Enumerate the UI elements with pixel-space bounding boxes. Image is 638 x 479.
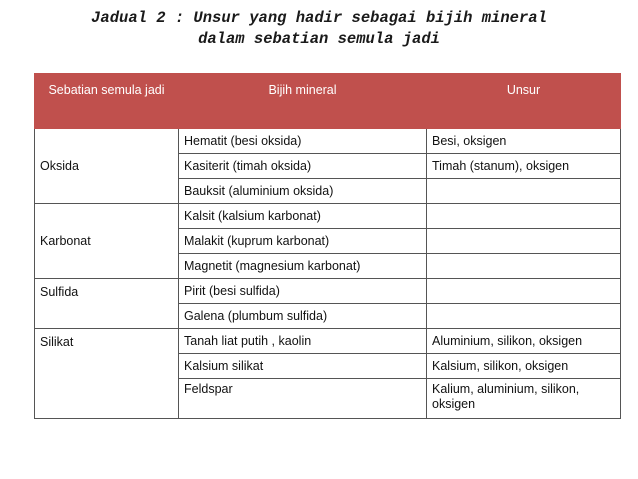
mineral-cell: Bauksit (aluminium oksida) xyxy=(179,179,427,204)
header-bijih-mineral: Bijih mineral xyxy=(179,74,427,129)
table-row xyxy=(35,329,621,354)
mineral-cell: Tanah liat putih , kaolin xyxy=(179,329,427,354)
unsur-cell xyxy=(427,179,621,204)
mineral-cell: Magnetit (magnesium karbonat) xyxy=(179,254,427,279)
group-cell-silikat: Silikat xyxy=(35,329,179,419)
mineral-cell: Kalsium silikat xyxy=(179,354,427,379)
mineral-cell: Kasiterit (timah oksida) xyxy=(179,154,427,179)
mineral-table xyxy=(34,73,621,419)
unsur-cell xyxy=(427,279,621,304)
title-line-1: Jadual 2 : Unsur yang hadir sebagai bijih mineral xyxy=(91,9,547,27)
unsur-cell: Besi, oksigen xyxy=(427,129,621,154)
header-row xyxy=(35,74,621,129)
group-cell-oksida: Oksida xyxy=(35,129,179,204)
mineral-cell: Hematit (besi oksida) xyxy=(179,129,427,154)
mineral-cell: Malakit (kuprum karbonat) xyxy=(179,229,427,254)
mineral-cell: Kalsit (kalsium karbonat) xyxy=(179,204,427,229)
unsur-cell: Aluminium, silikon, oksigen xyxy=(427,329,621,354)
unsur-cell xyxy=(427,304,621,329)
page-title xyxy=(0,8,638,50)
table-row xyxy=(35,204,621,229)
group-cell-sulfida: Sulfida xyxy=(35,279,179,329)
group-cell-karbonat: Karbonat xyxy=(35,204,179,279)
table-row xyxy=(35,279,621,304)
mineral-cell: Galena (plumbum sulfida) xyxy=(179,304,427,329)
unsur-cell xyxy=(427,254,621,279)
mineral-cell: Feldspar xyxy=(179,379,427,419)
unsur-cell xyxy=(427,229,621,254)
unsur-cell: Timah (stanum), oksigen xyxy=(427,154,621,179)
table-row xyxy=(35,129,621,154)
title-line-2: dalam sebatian semula jadi xyxy=(198,30,440,48)
unsur-cell: Kalsium, silikon, oksigen xyxy=(427,354,621,379)
header-unsur: Unsur xyxy=(427,74,621,129)
unsur-cell xyxy=(427,204,621,229)
unsur-cell: Kalium, aluminium, silikon, oksigen xyxy=(427,379,621,419)
header-sebatian: Sebatian semula jadi xyxy=(35,74,179,129)
mineral-cell: Pirit (besi sulfida) xyxy=(179,279,427,304)
